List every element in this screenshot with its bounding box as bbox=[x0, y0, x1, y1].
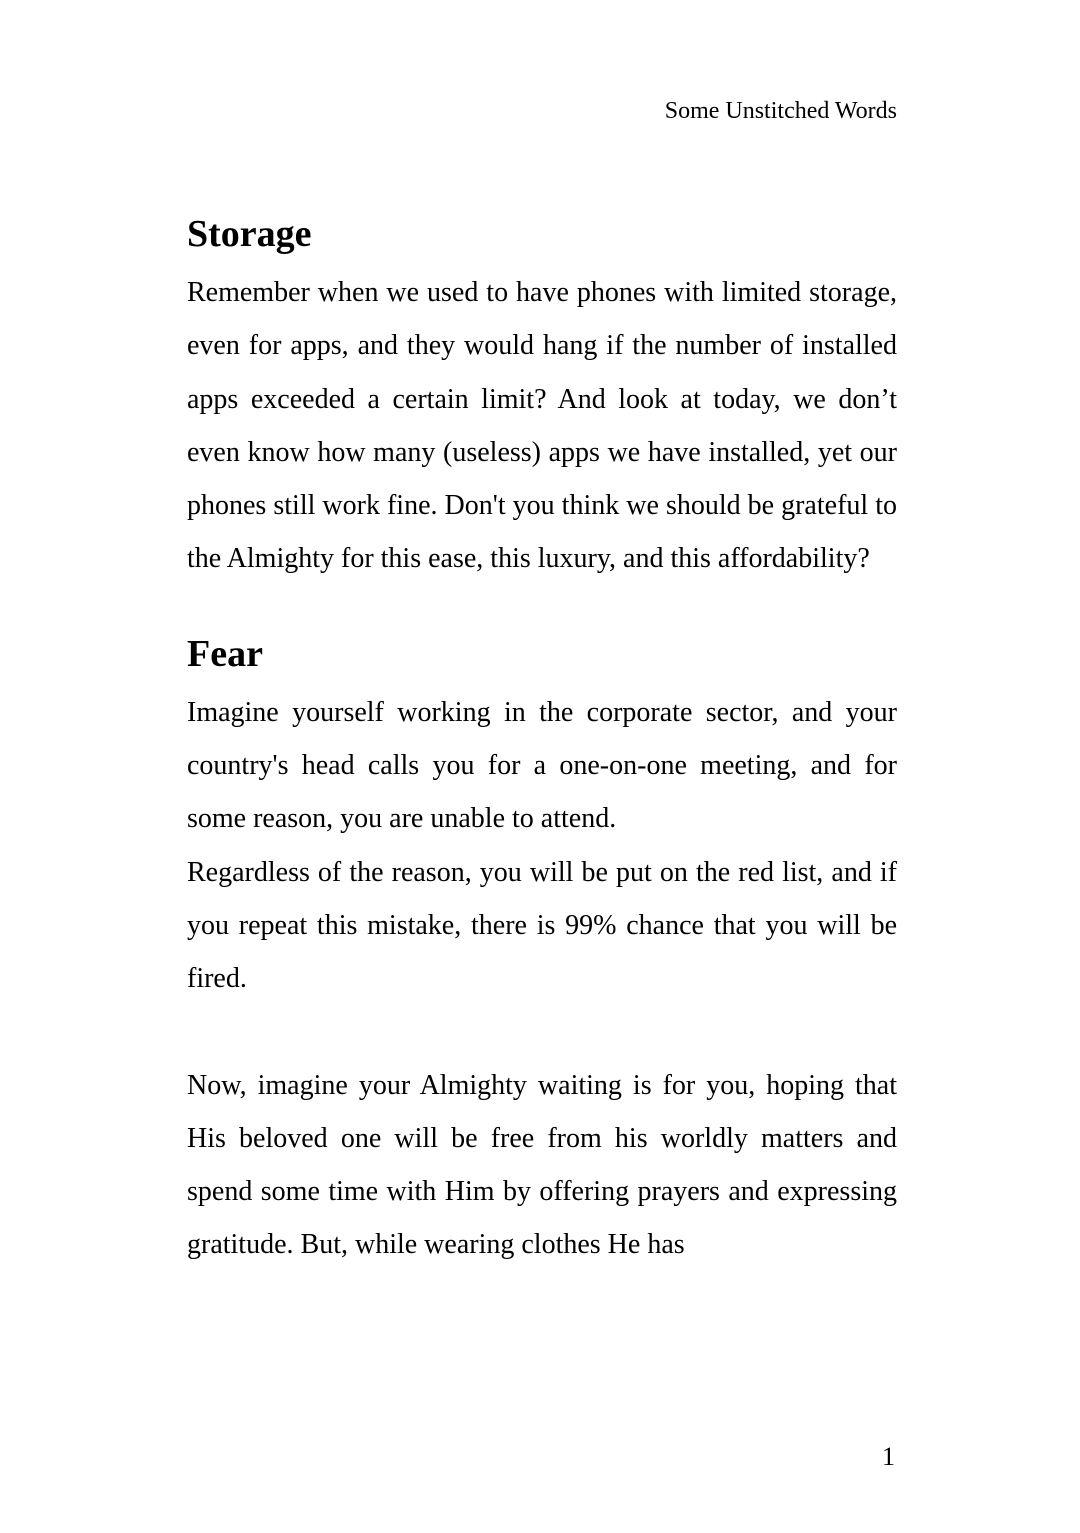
section-heading-storage: Storage bbox=[187, 213, 312, 255]
page-body bbox=[187, 210, 897, 1272]
page-number: 1 bbox=[882, 1442, 895, 1471]
fear-paragraph-1: Imagine yourself working in the corporate sector, and your country's head calls you for a one-on-one meeting, and for some reason, you are unable to attend. bbox=[187, 696, 897, 835]
paragraph-spacer bbox=[187, 1006, 897, 1059]
fear-paragraph-3: Now, imagine your Almighty waiting is for you, hoping that His beloved one will be free from his worldly matters and spend some time with Him by offering prayers and expressing gratitude. But, while wearing clothes He has bbox=[187, 1069, 897, 1261]
section-heading-fear: Fear bbox=[187, 632, 263, 675]
storage-paragraph: Remember when we used to have phones with limited storage, even for apps, and they would hang if the number of installed apps exceeded a certain limit? And look at today, we don’t even know how many (useless) apps we have installed, yet our phones still work fine. Don't you think we should be grateful to the Almighty for this ease, this luxury, and this affordability? bbox=[187, 277, 897, 575]
fear-paragraph-2: Regardless of the reason, you will be put on the red list, and if you repeat this mistake, there is 99% chance that you will be fired. bbox=[187, 856, 897, 995]
running-header-title: Some Unstitched Words bbox=[664, 98, 897, 124]
